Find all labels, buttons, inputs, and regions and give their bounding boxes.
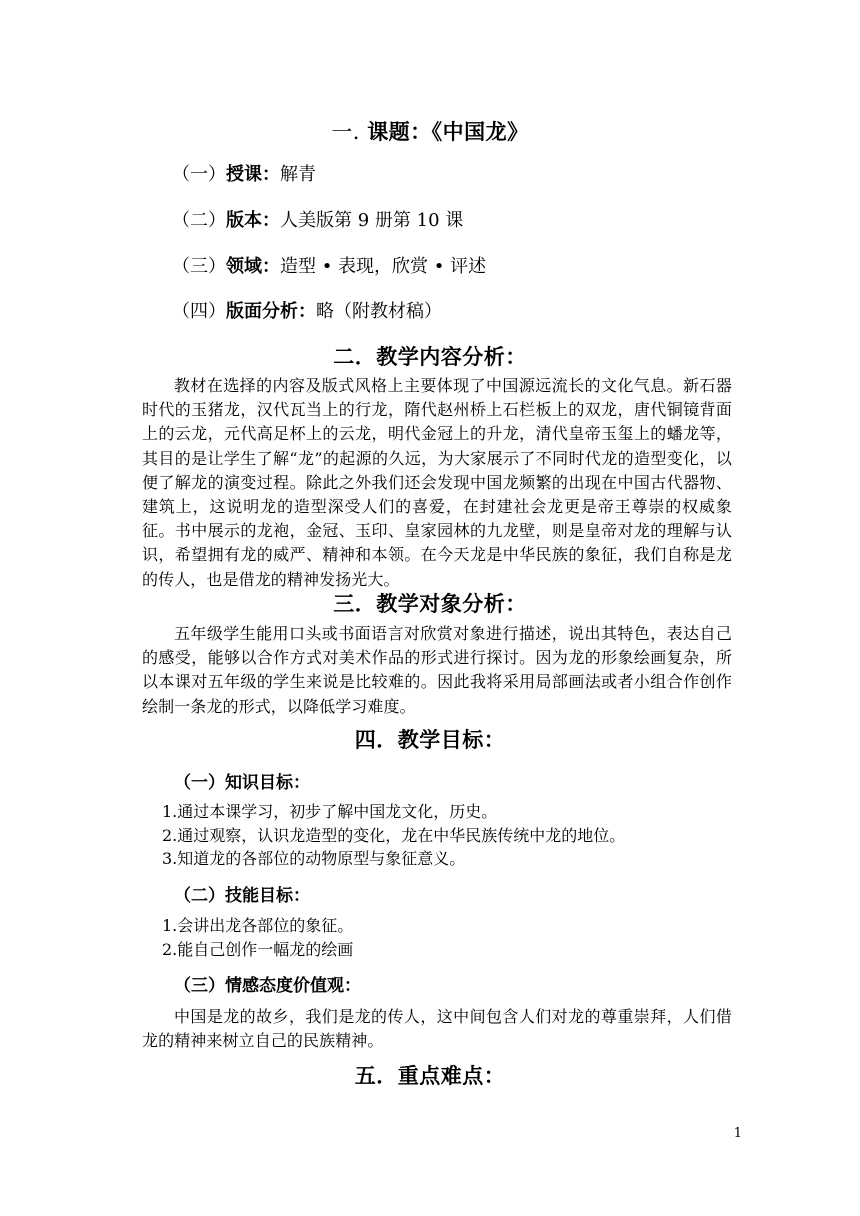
meta-label: 领域： [226,256,280,277]
meta-prefix: （三） [172,256,226,277]
values-goals-paragraph: 中国是龙的故乡，我们是龙的传人，这中间包含人们对龙的尊重崇拜，人们借龙的精神来树立自己的民族精神。 [142,1007,732,1051]
values-goals-heading: （三）情感态度价值观： [174,976,361,996]
skill-goals-heading: （二）技能目标： [174,886,310,906]
meta-label: 版本： [226,210,280,231]
meta-value: 人美版第 9 册第 10 课 [280,210,464,231]
meta-prefix: （一） [172,164,226,185]
list-item: 1.通过本课学习，初步了解中国龙文化，历史。 [162,802,498,821]
meta-prefix: （四） [172,301,226,322]
meta-edition [172,206,463,232]
meta-value: 解青 [280,164,316,185]
content-analysis-heading: 二．教学内容分析： [333,344,527,369]
meta-label: 授课： [226,164,280,185]
meta-value: 略（附教材稿） [316,301,442,322]
knowledge-goals-heading: （一）知识目标： [174,773,310,793]
list-item: 2.通过观察，认识龙造型的变化，龙在中华民族传统中龙的地位。 [162,825,626,845]
meta-prefix: （二） [172,210,226,231]
page-number: 1 [733,1126,742,1141]
goals-heading: 四．教学目标： [354,727,506,752]
meta-layout-analysis [172,297,442,323]
student-analysis-heading: 三．教学对象分析： [333,591,527,616]
skill-goals-list [162,914,353,961]
content-analysis-paragraph: 教材在选择的内容及版式风格上主要体现了中国源远流长的文化气息。新石器时代的玉猪龙，汉代瓦当上的行龙，隋代赵州桥上石栏板上的双龙，唐代铜镜背面上的云龙，元代高足杯上的云龙，明代金冠上的升龙，清代皇帝玉玺上的蟠龙等，其目的是让学生了解“龙”的起源的久远，为大家展示了不同时代龙的造型变化，以便了解龙的演变过程。除此之外我们还会发现中国龙频繁的出现在中国古代器物、建筑上，这说明龙的造型深受人们的喜爱，在封建社会龙更是帝王尊崇的权威象征。书中展示的龙袍，金冠、玉印、皇家园林的九龙壁，则是皇帝对龙的理解与认识，希望拥有龙的威严、精神和本领。在今天龙是中华民族的象征，我们自称是龙的传人，也是借龙的精神发扬光大。 [142,376,732,589]
meta-label: 版面分析： [226,301,316,322]
list-item: 3.知道龙的各部位的动物原型与象征意义。 [162,849,466,868]
list-item: 1.会讲出龙各部位的象征。 [162,916,354,935]
lesson-title [0,116,860,146]
meta-teacher [172,160,316,186]
title-number: 一. [331,120,360,144]
knowledge-goals-list [162,800,625,871]
meta-value: 造型 • 表现，欣赏 • 评述 [280,256,487,277]
key-points-heading: 五．重点难点： [354,1063,506,1088]
list-item: 2.能自己创作一幅龙的绘画 [162,939,354,959]
student-analysis-paragraph: 五年级学生能用口头或书面语言对欣赏对象进行描述，说出其特色，表达自己的感受，能够以合作方式对美术作品的形式进行探讨。因为龙的形象绘画复杂，所以本课对五年级的学生来说是比较难的。因此我将采用局部画法或者小组合作创作绘制一条龙的形式，以降低学习难度。 [142,624,732,716]
meta-domain [172,252,486,278]
title-text: 课题：《中国龙》 [367,119,529,144]
